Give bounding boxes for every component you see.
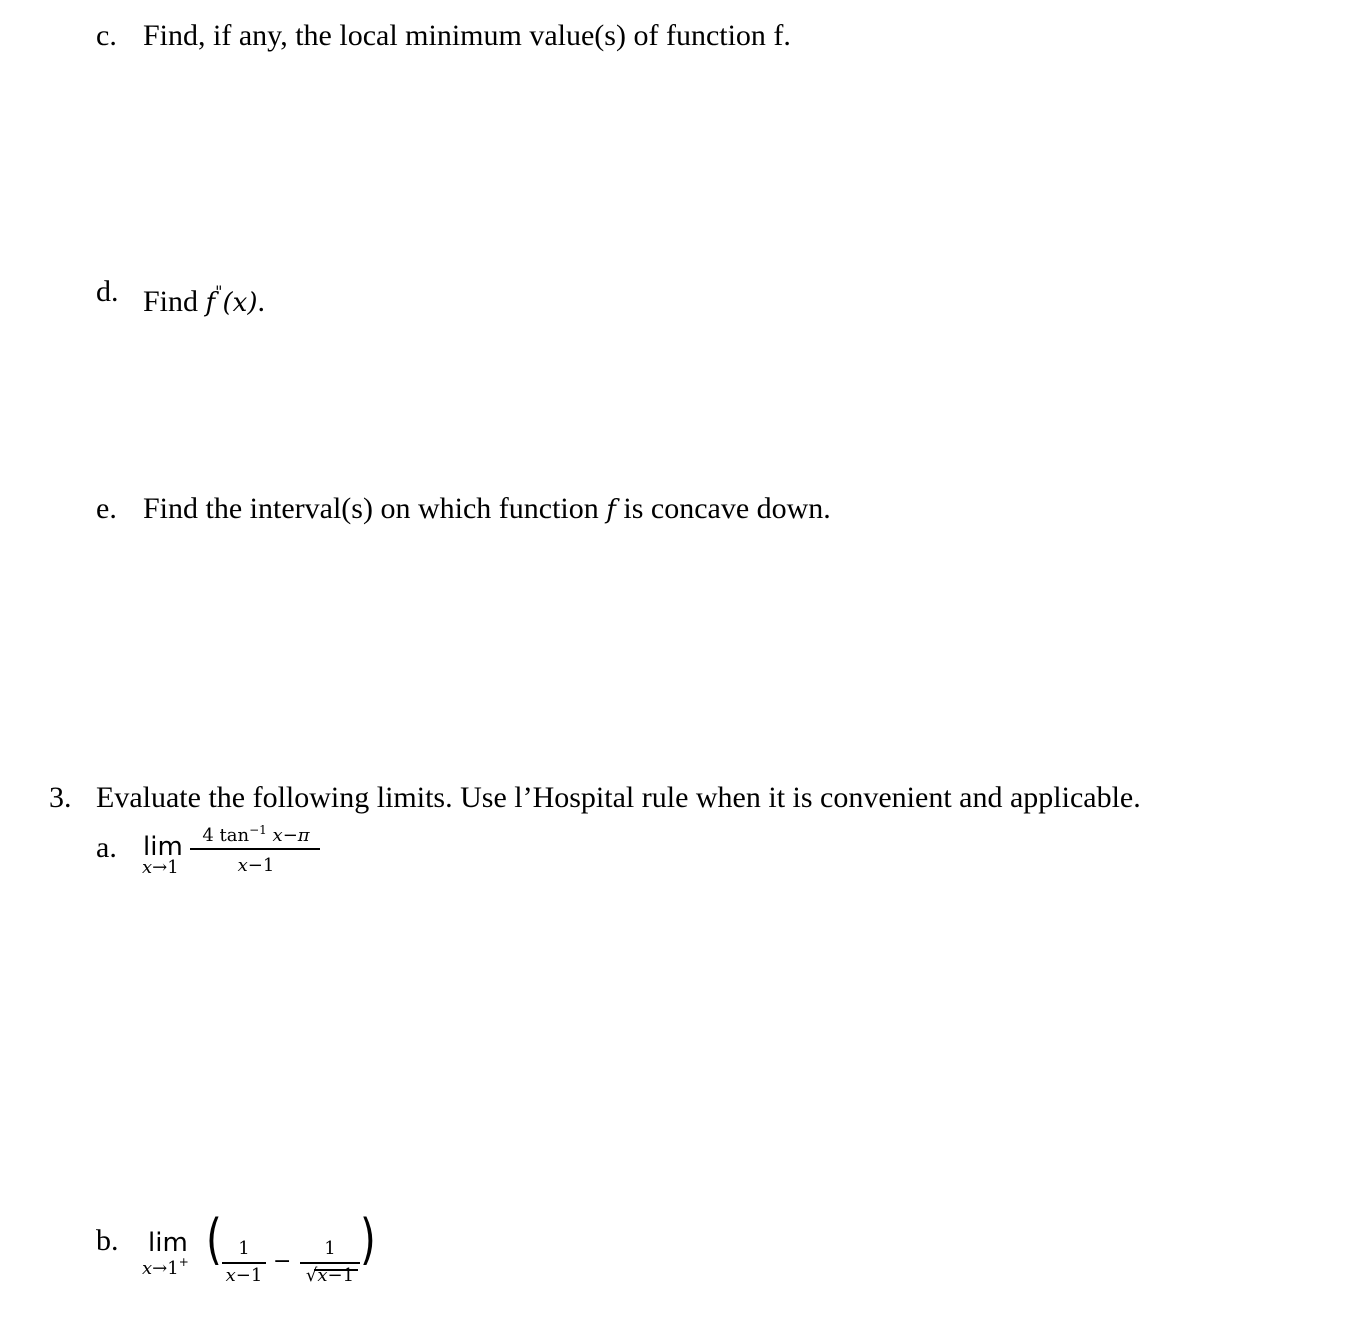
part-a-sub-arrow: →1 — [152, 857, 179, 878]
part-b-frac1-numerator: 1 — [238, 1238, 250, 1259]
part-b-sub-var: x — [142, 1258, 153, 1279]
part-a-sub-var: x — [142, 857, 153, 878]
part-b-frac2-den-var: x — [317, 1265, 328, 1286]
part-a-num-coef: 4 tan — [202, 825, 250, 846]
item-d-text — [143, 274, 265, 321]
item-c-text: Find, if any, the local minimum value(s) of function f. — [143, 19, 791, 52]
item-d-prefix: Find — [143, 285, 206, 318]
part-b-frac1-denominator — [222, 1266, 266, 1286]
item-e-text — [143, 491, 831, 528]
part-a-num-rest: −π — [282, 825, 310, 846]
item-d-function-f: f — [205, 288, 216, 318]
part-b-right-paren: ) — [360, 1208, 376, 1271]
part-a-num-sup: −1 — [249, 823, 267, 837]
question-3-number: 3. — [49, 781, 72, 814]
part-b-frac2-denominator — [300, 1266, 360, 1286]
part-b-sub-arrow: →1 — [152, 1258, 179, 1279]
question-3-text: Evaluate the following limits. Use l’Hospital rule when it is convenient and applicable. — [96, 781, 1141, 814]
part-a-den-var: x — [237, 855, 248, 876]
part-b-frac2-numerator: 1 — [324, 1238, 336, 1259]
item-e-prefix: Find the interval(s) on which function — [143, 492, 607, 525]
part-a-lim: lim — [143, 832, 183, 862]
part-a-den-rest: −1 — [247, 855, 275, 876]
part-a-numerator — [192, 820, 320, 846]
part-b-lim: lim — [148, 1228, 188, 1258]
item-d-primes: " — [215, 282, 223, 301]
item-d-suffix: . — [257, 285, 265, 318]
part-a-num-var: x — [272, 825, 283, 846]
item-d-label: d. — [96, 275, 119, 308]
part-a-label: a. — [96, 831, 117, 864]
item-c-label: c. — [96, 19, 117, 52]
part-b-frac1-den-rest: −1 — [235, 1265, 263, 1286]
part-b-frac1-bar — [222, 1262, 266, 1264]
part-a-denominator — [192, 856, 320, 876]
part-b-label: b. — [96, 1224, 119, 1257]
part-b-minus: − — [273, 1249, 292, 1274]
part-a-lim-subscript — [142, 858, 179, 878]
item-d-args: (x) — [222, 288, 258, 318]
part-a-fraction-bar — [190, 848, 320, 850]
item-e-suffix: is concave down. — [615, 492, 831, 525]
part-b-lim-subscript — [142, 1252, 189, 1279]
part-b-left-paren: ( — [206, 1208, 222, 1271]
part-b-frac1-den-var: x — [225, 1265, 236, 1286]
part-b-sub-sup: + — [178, 1255, 189, 1269]
item-e-label: e. — [96, 492, 117, 525]
part-b-sqrt-symbol: √ — [305, 1265, 318, 1286]
item-e-function-f: f — [606, 495, 616, 525]
part-b-frac2-bar — [300, 1262, 360, 1264]
part-b-frac2-den-rest: −1 — [327, 1265, 355, 1286]
